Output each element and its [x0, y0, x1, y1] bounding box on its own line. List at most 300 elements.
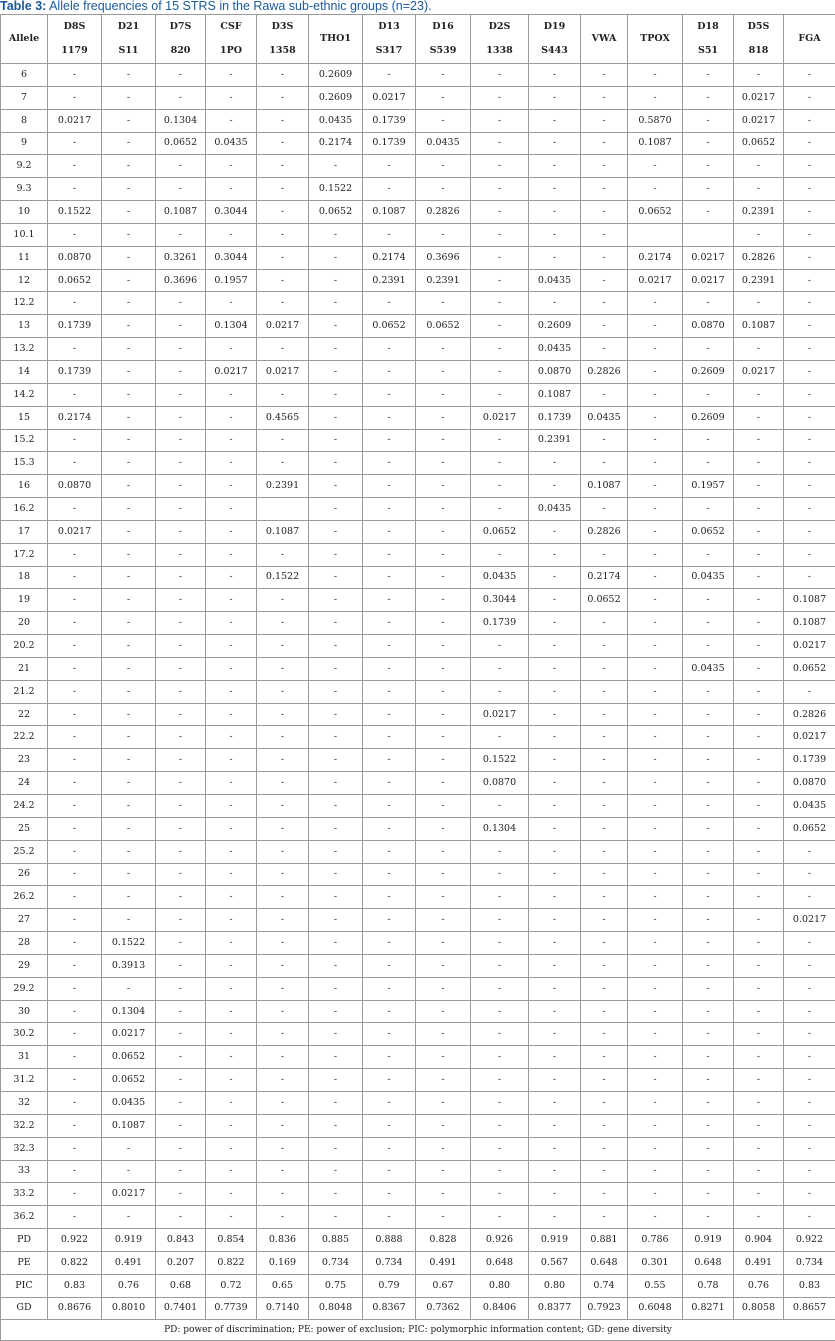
frequency-cell: -	[784, 292, 835, 315]
frequency-cell: -	[102, 772, 156, 795]
frequency-cell: -	[206, 795, 257, 818]
table-caption	[0, 0, 835, 14]
frequency-cell: -	[734, 909, 784, 932]
frequency-cell: -	[529, 589, 581, 612]
frequency-cell: -	[156, 475, 206, 498]
locus-name-line1: D13	[378, 21, 400, 32]
frequency-cell: -	[102, 795, 156, 818]
frequency-cell: -	[471, 635, 529, 658]
frequency-cell: -	[206, 1114, 257, 1137]
allele-cell: 13	[1, 315, 48, 338]
allele-row	[1, 932, 835, 955]
stat-value-cell: 0.836	[257, 1229, 309, 1252]
allele-row	[1, 817, 835, 840]
stat-row	[1, 1274, 835, 1297]
frequency-cell: -	[309, 1160, 363, 1183]
frequency-cell: -	[529, 1114, 581, 1137]
frequency-cell: -	[309, 589, 363, 612]
frequency-cell: -	[471, 109, 529, 132]
locus-header	[471, 15, 529, 64]
frequency-cell: -	[471, 1160, 529, 1183]
frequency-cell: -	[581, 1183, 628, 1206]
frequency-cell: -	[683, 726, 734, 749]
frequency-cell: -	[529, 932, 581, 955]
frequency-cell: -	[102, 612, 156, 635]
frequency-cell: -	[156, 954, 206, 977]
frequency-cell: -	[156, 977, 206, 1000]
frequency-cell: -	[734, 863, 784, 886]
frequency-cell: -	[734, 795, 784, 818]
stat-row	[1, 1229, 835, 1252]
allele-row	[1, 1114, 835, 1137]
locus-name-line1: TPOX	[640, 33, 670, 44]
frequency-cell: -	[628, 406, 683, 429]
allele-cell: 14	[1, 360, 48, 383]
frequency-cell: -	[784, 863, 835, 886]
frequency-cell: 0.2609	[309, 64, 363, 87]
frequency-cell: -	[48, 749, 102, 772]
caption-label: Table 3:	[0, 0, 47, 13]
frequency-cell: -	[48, 383, 102, 406]
frequency-cell: -	[581, 132, 628, 155]
frequency-cell: -	[784, 1183, 835, 1206]
frequency-cell: -	[581, 1046, 628, 1069]
frequency-cell: -	[363, 795, 416, 818]
frequency-cell: -	[48, 1069, 102, 1092]
frequency-cell: -	[471, 840, 529, 863]
allele-cell: 15.2	[1, 429, 48, 452]
frequency-cell: -	[683, 429, 734, 452]
frequency-cell: 0.0217	[257, 360, 309, 383]
frequency-cell: -	[416, 886, 471, 909]
frequency-cell: 0.1739	[529, 406, 581, 429]
frequency-cell: -	[683, 954, 734, 977]
allele-cell: 19	[1, 589, 48, 612]
frequency-cell: -	[784, 475, 835, 498]
frequency-cell: -	[156, 1046, 206, 1069]
frequency-cell: -	[156, 612, 206, 635]
frequency-cell: 0.3044	[206, 201, 257, 224]
frequency-cell: -	[529, 726, 581, 749]
frequency-cell: -	[363, 749, 416, 772]
frequency-cell: -	[206, 932, 257, 955]
frequency-cell: -	[102, 1160, 156, 1183]
frequency-cell: -	[683, 703, 734, 726]
allele-cell: 11	[1, 246, 48, 269]
frequency-cell: -	[529, 520, 581, 543]
allele-row	[1, 452, 835, 475]
frequency-cell: -	[734, 383, 784, 406]
frequency-cell: -	[529, 954, 581, 977]
frequency-cell: 0.1522	[257, 566, 309, 589]
frequency-cell: -	[471, 1023, 529, 1046]
frequency-cell: -	[206, 772, 257, 795]
frequency-cell: -	[683, 292, 734, 315]
frequency-cell: -	[683, 1160, 734, 1183]
frequency-cell: -	[363, 223, 416, 246]
frequency-cell: 0.0435	[416, 132, 471, 155]
frequency-cell: -	[363, 772, 416, 795]
frequency-cell: -	[206, 109, 257, 132]
frequency-cell: -	[309, 886, 363, 909]
frequency-cell: -	[683, 1183, 734, 1206]
allele-row	[1, 657, 835, 680]
frequency-cell: -	[206, 64, 257, 87]
frequency-cell: -	[529, 703, 581, 726]
frequency-cell: -	[784, 1023, 835, 1046]
frequency-cell: -	[156, 178, 206, 201]
frequency-cell: 0.1522	[48, 201, 102, 224]
frequency-cell: -	[156, 543, 206, 566]
footnote: PD: power of discrimination; PE: power of exclusion; PIC: polymorphic information content; GD: gene diversity	[1, 1320, 835, 1341]
frequency-cell: -	[102, 886, 156, 909]
frequency-cell: -	[257, 269, 309, 292]
stat-label-cell: PIC	[1, 1274, 48, 1297]
frequency-cell: -	[734, 840, 784, 863]
frequency-cell: -	[363, 155, 416, 178]
frequency-cell: -	[48, 680, 102, 703]
frequency-cell: -	[784, 1000, 835, 1023]
frequency-cell: -	[581, 429, 628, 452]
frequency-cell: -	[309, 932, 363, 955]
allele-row	[1, 954, 835, 977]
frequency-cell: -	[628, 1160, 683, 1183]
locus-header	[628, 15, 683, 64]
frequency-cell: -	[48, 1183, 102, 1206]
frequency-cell: -	[416, 1137, 471, 1160]
frequency-cell: -	[206, 223, 257, 246]
frequency-cell: 0.2174	[48, 406, 102, 429]
stat-value-cell: 0.8271	[683, 1297, 734, 1320]
frequency-cell: -	[309, 635, 363, 658]
frequency-cell: -	[257, 726, 309, 749]
frequency-cell: 0.1087	[734, 315, 784, 338]
frequency-cell: -	[529, 86, 581, 109]
frequency-cell: -	[471, 680, 529, 703]
frequency-cell: 0.2391	[363, 269, 416, 292]
frequency-cell: -	[416, 977, 471, 1000]
frequency-cell: -	[102, 223, 156, 246]
frequency-cell: -	[529, 452, 581, 475]
frequency-cell: -	[581, 223, 628, 246]
frequency-cell: -	[628, 1046, 683, 1069]
frequency-cell: -	[628, 1206, 683, 1229]
frequency-cell: -	[206, 498, 257, 521]
frequency-cell: 0.3261	[156, 246, 206, 269]
locus-header	[156, 15, 206, 64]
frequency-cell: -	[416, 680, 471, 703]
frequency-cell: -	[363, 726, 416, 749]
allele-frequency-table	[0, 14, 835, 1341]
frequency-cell: -	[363, 1023, 416, 1046]
allele-cell: 9.2	[1, 155, 48, 178]
frequency-cell: -	[257, 109, 309, 132]
frequency-cell: -	[784, 932, 835, 955]
frequency-cell: -	[206, 1137, 257, 1160]
frequency-cell: -	[206, 703, 257, 726]
frequency-cell: -	[416, 1069, 471, 1092]
frequency-cell: -	[48, 954, 102, 977]
allele-row	[1, 635, 835, 658]
frequency-cell: -	[784, 246, 835, 269]
frequency-cell: -	[416, 1114, 471, 1137]
frequency-cell: -	[206, 475, 257, 498]
frequency-cell: -	[529, 1046, 581, 1069]
frequency-cell: -	[628, 863, 683, 886]
frequency-cell: -	[257, 1069, 309, 1092]
frequency-cell: -	[734, 977, 784, 1000]
frequency-cell: -	[581, 109, 628, 132]
frequency-cell: -	[628, 64, 683, 87]
frequency-cell: -	[257, 886, 309, 909]
frequency-cell: -	[206, 86, 257, 109]
frequency-cell: -	[363, 1183, 416, 1206]
frequency-cell: -	[156, 1114, 206, 1137]
frequency-cell: -	[206, 1046, 257, 1069]
frequency-cell: -	[48, 543, 102, 566]
frequency-cell: -	[471, 475, 529, 498]
frequency-cell: -	[48, 886, 102, 909]
frequency-cell: -	[416, 383, 471, 406]
allele-cell: 32.2	[1, 1114, 48, 1137]
frequency-cell: -	[48, 223, 102, 246]
allele-cell: 12.2	[1, 292, 48, 315]
frequency-cell: -	[581, 795, 628, 818]
frequency-cell: -	[309, 1000, 363, 1023]
frequency-cell: 0.0217	[784, 635, 835, 658]
frequency-cell: -	[529, 817, 581, 840]
frequency-cell: -	[784, 1046, 835, 1069]
allele-cell: 31	[1, 1046, 48, 1069]
frequency-cell: -	[156, 795, 206, 818]
frequency-cell: 0.0652	[734, 132, 784, 155]
frequency-cell: -	[628, 1183, 683, 1206]
frequency-cell: -	[257, 772, 309, 795]
stat-row	[1, 1251, 835, 1274]
frequency-cell: -	[309, 726, 363, 749]
frequency-cell: -	[683, 1206, 734, 1229]
locus-name-line1: D21	[117, 21, 140, 32]
frequency-cell: -	[102, 909, 156, 932]
frequency-cell: -	[628, 1114, 683, 1137]
frequency-cell: -	[784, 178, 835, 201]
allele-row	[1, 840, 835, 863]
frequency-cell: -	[257, 1046, 309, 1069]
frequency-cell: 0.1087	[102, 1114, 156, 1137]
frequency-cell: -	[416, 109, 471, 132]
frequency-cell: -	[628, 338, 683, 361]
frequency-cell: 0.0652	[416, 315, 471, 338]
locus-header	[416, 15, 471, 64]
frequency-cell: -	[683, 1000, 734, 1023]
frequency-cell: -	[734, 1046, 784, 1069]
locus-name-line1: FGA	[798, 33, 821, 44]
frequency-cell: 0.0217	[784, 726, 835, 749]
frequency-cell: -	[206, 178, 257, 201]
frequency-cell: -	[48, 1206, 102, 1229]
frequency-cell: -	[628, 886, 683, 909]
allele-row	[1, 909, 835, 932]
frequency-cell: -	[257, 680, 309, 703]
frequency-cell: -	[683, 1137, 734, 1160]
frequency-cell: -	[156, 635, 206, 658]
stat-value-cell: 0.6048	[628, 1297, 683, 1320]
locus-name-line2: S539	[429, 45, 457, 56]
frequency-cell: -	[48, 657, 102, 680]
frequency-cell: 0.0217	[784, 909, 835, 932]
frequency-cell: -	[363, 612, 416, 635]
frequency-cell: 0.3044	[471, 589, 529, 612]
frequency-cell: -	[628, 795, 683, 818]
frequency-cell: -	[734, 886, 784, 909]
locus-name-line2: 1358	[269, 45, 296, 56]
locus-name-line1: D8S	[63, 21, 86, 32]
frequency-cell: -	[683, 452, 734, 475]
frequency-cell: -	[581, 315, 628, 338]
frequency-cell: -	[734, 1069, 784, 1092]
frequency-cell: -	[257, 863, 309, 886]
frequency-cell: -	[206, 520, 257, 543]
frequency-cell: -	[628, 954, 683, 977]
frequency-cell: -	[156, 383, 206, 406]
frequency-cell: -	[784, 109, 835, 132]
stat-value-cell: 0.491	[102, 1251, 156, 1274]
frequency-cell: -	[309, 1069, 363, 1092]
frequency-cell: -	[257, 64, 309, 87]
frequency-cell: 0.0217	[48, 520, 102, 543]
frequency-cell: -	[529, 178, 581, 201]
frequency-cell: -	[257, 1183, 309, 1206]
frequency-cell: -	[581, 863, 628, 886]
frequency-cell: -	[784, 315, 835, 338]
allele-row	[1, 86, 835, 109]
frequency-cell: -	[683, 498, 734, 521]
frequency-cell: -	[257, 954, 309, 977]
frequency-cell: -	[156, 863, 206, 886]
frequency-cell: -	[471, 292, 529, 315]
locus-header	[206, 15, 257, 64]
stat-value-cell: 0.926	[471, 1229, 529, 1252]
allele-row	[1, 886, 835, 909]
allele-row	[1, 429, 835, 452]
frequency-cell: -	[416, 64, 471, 87]
frequency-cell: -	[206, 749, 257, 772]
frequency-cell: -	[309, 269, 363, 292]
frequency-cell: 0.0435	[529, 498, 581, 521]
frequency-cell: -	[156, 909, 206, 932]
frequency-cell: -	[784, 383, 835, 406]
frequency-cell: -	[471, 863, 529, 886]
frequency-cell: -	[257, 429, 309, 452]
frequency-cell: -	[683, 178, 734, 201]
frequency-cell: -	[257, 178, 309, 201]
frequency-cell: -	[363, 1137, 416, 1160]
allele-row	[1, 498, 835, 521]
frequency-cell: -	[416, 817, 471, 840]
frequency-cell: -	[102, 315, 156, 338]
frequency-cell: -	[581, 657, 628, 680]
frequency-cell: -	[206, 452, 257, 475]
frequency-cell: -	[683, 132, 734, 155]
frequency-cell: -	[257, 543, 309, 566]
allele-cell: 16.2	[1, 498, 48, 521]
frequency-cell: -	[529, 475, 581, 498]
frequency-cell: -	[529, 1069, 581, 1092]
locus-name-line1: D19	[543, 21, 566, 32]
frequency-cell: -	[471, 86, 529, 109]
frequency-cell: 0.2391	[529, 429, 581, 452]
frequency-cell: -	[416, 178, 471, 201]
frequency-cell: -	[48, 589, 102, 612]
frequency-cell: -	[309, 246, 363, 269]
frequency-cell: 0.2609	[309, 86, 363, 109]
frequency-cell: -	[416, 657, 471, 680]
frequency-cell: -	[156, 292, 206, 315]
frequency-cell: -	[628, 360, 683, 383]
frequency-cell: -	[628, 498, 683, 521]
frequency-cell: -	[471, 657, 529, 680]
frequency-cell: -	[784, 1114, 835, 1137]
frequency-cell: 0.0652	[471, 520, 529, 543]
stat-value-cell: 0.881	[581, 1229, 628, 1252]
frequency-cell: 0.5870	[628, 109, 683, 132]
frequency-cell: -	[48, 726, 102, 749]
frequency-cell: -	[156, 155, 206, 178]
stat-value-cell: 0.83	[48, 1274, 102, 1297]
frequency-cell: -	[48, 977, 102, 1000]
frequency-cell: -	[102, 201, 156, 224]
frequency-cell: -	[102, 703, 156, 726]
frequency-cell	[628, 223, 683, 246]
frequency-cell: -	[48, 64, 102, 87]
frequency-cell: -	[156, 406, 206, 429]
frequency-cell: -	[156, 589, 206, 612]
allele-cell: 33	[1, 1160, 48, 1183]
frequency-cell: -	[48, 863, 102, 886]
locus-header	[363, 15, 416, 64]
frequency-cell: -	[734, 292, 784, 315]
stat-value-cell: 0.7739	[206, 1297, 257, 1320]
frequency-cell: -	[471, 795, 529, 818]
allele-cell: 8	[1, 109, 48, 132]
frequency-cell: 0.2391	[734, 201, 784, 224]
frequency-cell: -	[363, 954, 416, 977]
frequency-cell: -	[48, 1023, 102, 1046]
frequency-cell: -	[784, 155, 835, 178]
frequency-cell: -	[102, 977, 156, 1000]
frequency-cell: -	[581, 1069, 628, 1092]
frequency-cell: -	[309, 1114, 363, 1137]
frequency-cell: -	[471, 977, 529, 1000]
frequency-cell: 0.0217	[257, 315, 309, 338]
frequency-cell: -	[581, 1000, 628, 1023]
frequency-cell: -	[206, 817, 257, 840]
frequency-cell: -	[683, 1114, 734, 1137]
frequency-cell: -	[363, 657, 416, 680]
frequency-cell: -	[309, 406, 363, 429]
frequency-cell: -	[471, 932, 529, 955]
frequency-cell: 0.1304	[471, 817, 529, 840]
frequency-cell: -	[257, 246, 309, 269]
frequency-cell: -	[683, 840, 734, 863]
frequency-cell: -	[363, 680, 416, 703]
frequency-cell: -	[734, 498, 784, 521]
frequency-cell: -	[628, 178, 683, 201]
locus-name-line1: CSF	[220, 21, 242, 32]
frequency-cell: -	[416, 86, 471, 109]
frequency-cell: -	[683, 383, 734, 406]
frequency-cell: -	[416, 589, 471, 612]
